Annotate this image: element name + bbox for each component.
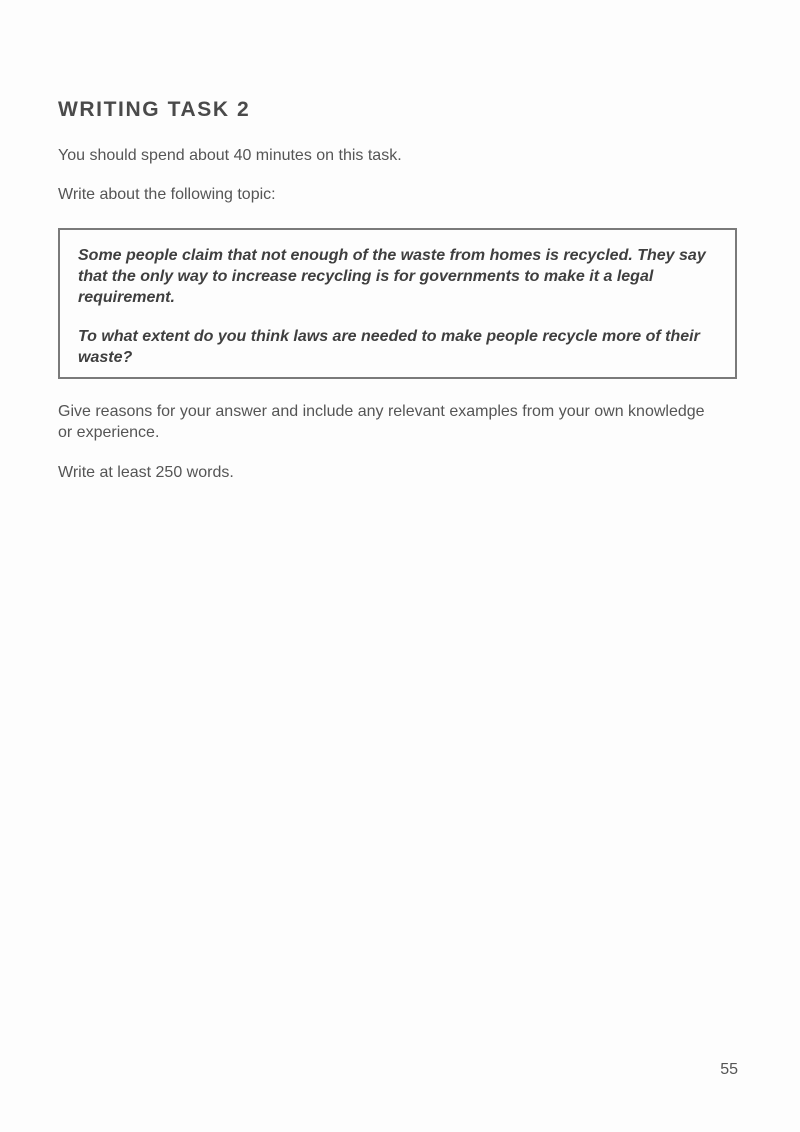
answer-guidance: Give reasons for your answer and include any relevant examples from your own knowledge or experience. [58,403,705,441]
essay-prompt-box [58,228,737,379]
prompt-statement: Some people claim that not enough of the waste from homes is recycled. They say that the only way to increase recycling is for governments to make it a legal requirement. [78,247,706,306]
word-requirement: Write at least 250 words. [58,464,234,481]
time-instruction: You should spend about 40 minutes on this task. [58,147,402,164]
page-number: 55 [720,1061,738,1078]
topic-intro: Write about the following topic: [58,186,276,203]
prompt-question: To what extent do you think laws are needed to make people recycle more of their waste? [78,328,700,366]
task-title: WRITING TASK 2 [58,98,251,121]
